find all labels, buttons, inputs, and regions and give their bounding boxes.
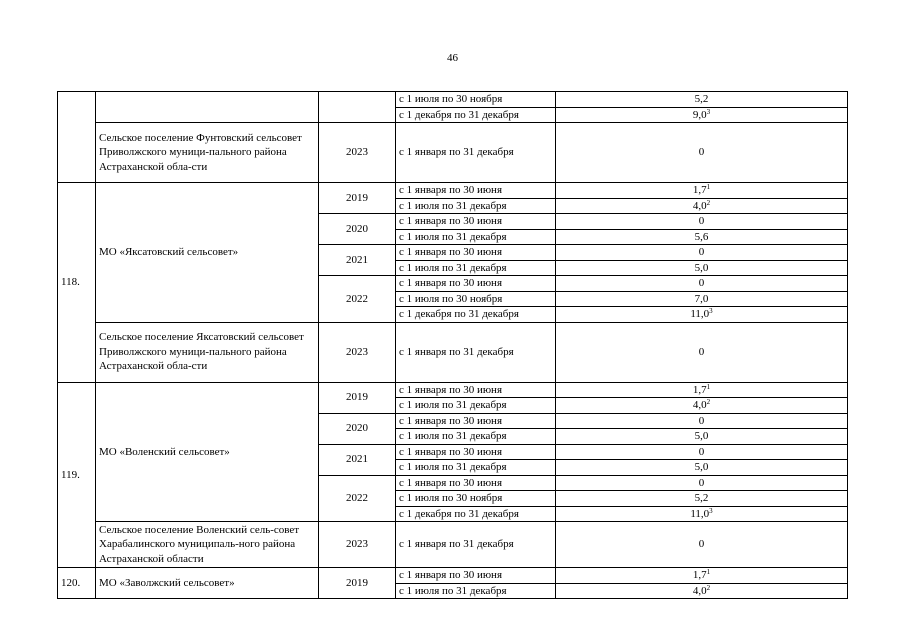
period-cell: с 1 декабря по 31 декабря <box>396 506 556 522</box>
value-cell: $1,7^1$ <box>556 382 848 398</box>
period-cell: с 1 июля по 31 декабря <box>396 198 556 214</box>
value-cell: $4,0^2$ <box>556 198 848 214</box>
footnote-mark: 1 <box>706 568 711 576</box>
period-cell: с 1 января по 30 июня <box>396 183 556 199</box>
year-cell: 2023 <box>319 322 396 382</box>
table-row <box>58 522 848 568</box>
value-cell: 0 <box>556 522 848 568</box>
period-cell: с 1 января по 30 июня <box>396 444 556 460</box>
period-cell: с 1 января по 30 июня <box>396 214 556 230</box>
value-cell: 5,6 <box>556 229 848 245</box>
period-cell: с 1 июля по 31 декабря <box>396 229 556 245</box>
period-cell: с 1 июля по 30 ноября <box>396 291 556 307</box>
settlement-name: Сельское поселение Яксатовский сельсовет Приволжского муници-пального района Астраханской обла-сти <box>96 322 319 382</box>
value-cell: $4,0^2$ <box>556 583 848 599</box>
year-cell: 2019 <box>319 382 396 413</box>
row-number: 119. <box>58 382 96 568</box>
period-cell: с 1 июля по 31 декабря <box>396 460 556 476</box>
table-row <box>58 322 848 382</box>
period-cell: с 1 июля по 31 декабря <box>396 260 556 276</box>
period-cell: с 1 июля по 30 ноября <box>396 92 556 108</box>
value-cell: 5,2 <box>556 92 848 108</box>
value-cell: $1,7^1$ <box>556 568 848 584</box>
year-cell: 2023 <box>319 123 396 183</box>
year-cell: 2020 <box>319 413 396 444</box>
municipality-name: МО «Заволжский сельсовет» <box>96 568 319 599</box>
table-row <box>58 92 848 108</box>
period-cell: с 1 декабря по 31 декабря <box>396 307 556 323</box>
value-cell: 11,0$^3$ <box>556 506 848 522</box>
period-cell: с 1 июля по 30 ноября <box>396 491 556 507</box>
table-row <box>58 123 848 183</box>
year-cell: 2022 <box>319 276 396 323</box>
period-cell: с 1 января по 30 июня <box>396 568 556 584</box>
tariff-table <box>57 91 848 599</box>
page-number: 46 <box>447 52 458 64</box>
period-cell: с 1 января по 30 июня <box>396 413 556 429</box>
year-cell: 2022 <box>319 475 396 522</box>
row-number: 118. <box>58 183 96 383</box>
municipality-name: МО «Яксатовский сельсовет» <box>96 183 319 323</box>
value-cell: 5,0 <box>556 460 848 476</box>
table-row <box>58 183 848 199</box>
value-cell: $4,0^2$ <box>556 398 848 414</box>
table-row <box>58 568 848 584</box>
period-cell: с 1 декабря по 31 декабря <box>396 107 556 123</box>
period-cell: с 1 января по 31 декабря <box>396 522 556 568</box>
value-cell: 0 <box>556 123 848 183</box>
footnote-mark: 2 <box>706 398 711 406</box>
value-cell: $9,0^3$ <box>556 107 848 123</box>
period-cell: с 1 июля по 31 декабря <box>396 583 556 599</box>
year-cell: 2019 <box>319 183 396 214</box>
footnote-mark: 3 <box>709 307 713 315</box>
value-cell: $1,7^1$ <box>556 183 848 199</box>
year-cell: 2021 <box>319 444 396 475</box>
value-cell: 5,2 <box>556 491 848 507</box>
period-cell: с 1 января по 30 июня <box>396 475 556 491</box>
value-cell: 7,0 <box>556 291 848 307</box>
footnote-mark: 1 <box>706 183 711 191</box>
period-cell: с 1 января по 31 декабря <box>396 322 556 382</box>
year-cell: 2020 <box>319 214 396 245</box>
period-cell: с 1 января по 30 июня <box>396 245 556 261</box>
footnote-mark: 1 <box>706 382 711 391</box>
period-cell: с 1 июля по 31 декабря <box>396 398 556 414</box>
footnote-mark: 2 <box>706 583 711 592</box>
year-cell: 2021 <box>319 245 396 276</box>
settlement-name: Сельское поселение Воленский сель-совет Харабалинского муниципаль-ного района Астраханской области <box>96 522 319 568</box>
footnote-mark: 3 <box>706 107 711 116</box>
value-cell: 5,0 <box>556 429 848 445</box>
period-cell: с 1 января по 31 декабря <box>396 123 556 183</box>
footnote-mark: 2 <box>706 198 711 207</box>
settlement-name: Сельское поселение Фунтовский сельсовет Приволжского муници-пального района Астраханской обла-сти <box>96 123 319 183</box>
footnote-mark: 3 <box>709 506 713 515</box>
value-cell: 0 <box>556 322 848 382</box>
year-cell: 2019 <box>319 568 396 599</box>
value-cell: 11,0$^3$ <box>556 307 848 323</box>
row-number <box>58 92 96 183</box>
year-cell: 2023 <box>319 522 396 568</box>
municipality-name <box>96 92 319 123</box>
value-cell: 0 <box>556 444 848 460</box>
value-cell: 0 <box>556 475 848 491</box>
value-cell: 0 <box>556 276 848 292</box>
period-cell: с 1 июля по 31 декабря <box>396 429 556 445</box>
value-cell: 0 <box>556 413 848 429</box>
table-row <box>58 382 848 398</box>
value-cell: 0 <box>556 245 848 261</box>
municipality-name: МО «Воленский сельсовет» <box>96 382 319 522</box>
year-cell <box>319 92 396 123</box>
row-number: 120. <box>58 568 96 599</box>
value-cell: 0 <box>556 214 848 230</box>
value-cell: 5,0 <box>556 260 848 276</box>
period-cell: с 1 января по 30 июня <box>396 276 556 292</box>
period-cell: с 1 января по 30 июня <box>396 382 556 398</box>
